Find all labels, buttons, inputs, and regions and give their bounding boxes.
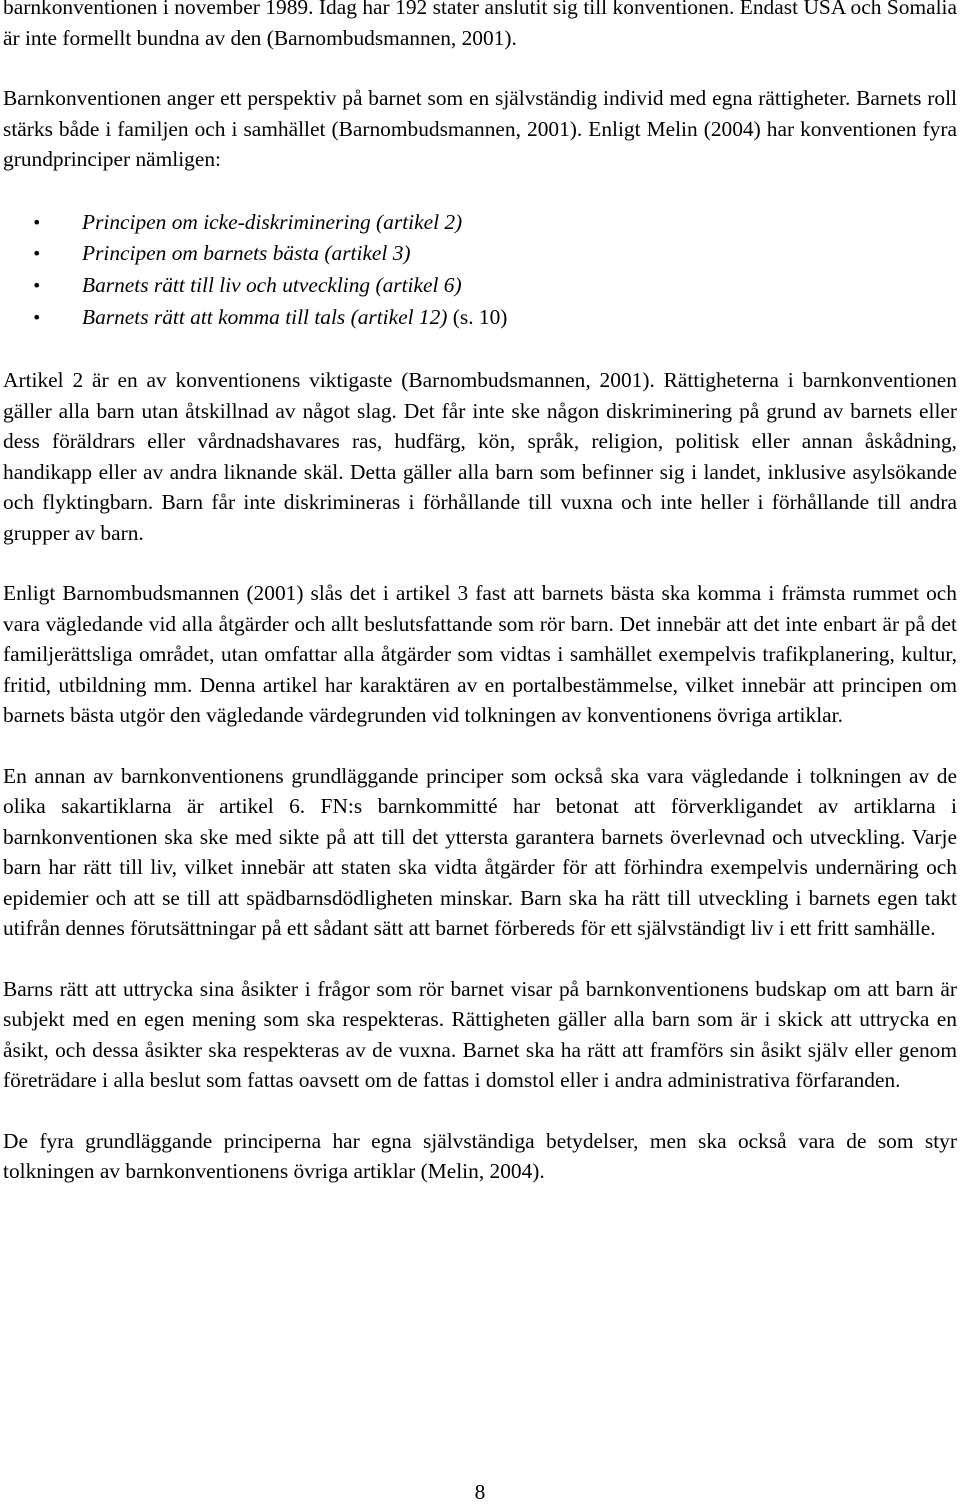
paragraph-article-12: Barns rätt att uttrycka sina åsikter i frågor som rör barnet visar på barnkonventionens budskap om att barn är subjekt med en egen mening som ska respekteras. Rättigheten gäller alla barn som är i skick att uttrycka en åsikt, och dessa åsikter ska respekteras av de vuxna. Barnet ska ha rätt att framförs sin åsikt själv eller genom företrädare i alla beslut som fattas oavsett om de fattas i domstol eller i andra administrativa förfaranden. xyxy=(3,976,957,1093)
paragraph-article-3: Enligt Barnombudsmannen (2001) slås det i artikel 3 fast att barnets bästa ska komma i främsta rummet och vara vägledande vid alla åtgärder och allt beslutsfattande som rör barn. Det innebär att det inte enbart är på det familjerättsliga området, utan omfattar alla åtgärder som vidtas i samhället exempelvis trafikplanering, kultur, fritid, utbildning mm. Denna artikel har karaktären av en portalbestämmelse, vilket innebär att principen om barnets bästa utgör den vägledande värdegrunden vid tolkningen av konventionens övriga artiklar. xyxy=(3,581,957,728)
list-item xyxy=(3,238,957,270)
bullet-icon: • xyxy=(32,307,42,327)
list-item xyxy=(3,270,957,302)
principle-text: Barnets rätt till liv och utveckling (artikel 6) xyxy=(82,272,462,297)
bullet-icon: • xyxy=(32,275,42,295)
principle-text: Barnets rätt att komma till tals (artikel 12) xyxy=(82,304,448,329)
bullet-icon: • xyxy=(32,244,42,264)
list-item xyxy=(3,207,957,239)
paragraph-perspective: Barnkonventionen anger ett perspektiv på barnet som en självständig individ med egna rättigheter. Barnets roll stärks både i familjen och i samhället (Barnombudsmannen, 2001). Enligt Melin (2004) har konventionen fyra grundprinciper nämligen: xyxy=(3,86,957,171)
principle-text: Principen om icke-diskriminering (artikel 2) xyxy=(82,209,463,234)
bullet-icon: • xyxy=(32,212,42,232)
paragraph-convention-adoption: barnkonventionen i november 1989. Idag har 192 stater anslutit sig till konventionen. Endast USA och Somalia är inte formellt bundna av den (Barnombudsmannen, 2001). xyxy=(3,0,957,50)
principle-text: Principen om barnets bästa (artikel 3) xyxy=(82,241,411,266)
paragraph-article-2: Artikel 2 är en av konventionens viktigaste (Barnombudsmannen, 2001). Rättigheterna i barnkonventionen gäller alla barn utan åtskillnad av något slag. Det får inte ske någon diskriminering på grund av barnets eller dess föräldrars eller vårdnadshavares ras, hudfärg, kön, språk, religion, politisk eller annan åskådning, handikapp eller av andra liknande skäl. Detta gäller alla barn som befinner sig i landet, inklusive asylsökande och flyktingbarn. Barn får inte diskrimineras i förhållande till vuxna och inte heller i förhållande till andra grupper av barn. xyxy=(3,368,957,545)
principles-list xyxy=(3,207,957,334)
page-number: 8 xyxy=(474,1480,486,1504)
list-item xyxy=(3,302,957,334)
principle-suffix: (s. 10) xyxy=(447,304,508,329)
document-page xyxy=(3,0,957,1187)
paragraph-conclusion: De fyra grundläggande principerna har egna självständiga betydelser, men ska också vara de som styr tolkningen av barnkonventionens övriga artiklar (Melin, 2004). xyxy=(3,1128,957,1184)
paragraph-article-6: En annan av barnkonventionens grundläggande principer som också ska vara vägledande i tolkningen av de olika sakartiklarna är artikel 6. FN:s barnkommitté har betonat att förverkligandet av artiklarna i barnkonventionen ska ske med sikte på att till det yttersta garantera barnets överlevnad och utveckling. Varje barn har rätt till liv, vilket innebär att staten ska vidta åtgärder för att förhindra exempelvis undernäring och epidemier och att se till att spädbarnsdödligheten minskar. Barn ska ha rätt till utveckling i barnets egen takt utifrån dennes förutsättningar på ett sådant sätt att barnet förbereds för ett självständigt liv i ett fritt samhälle. xyxy=(3,763,957,941)
